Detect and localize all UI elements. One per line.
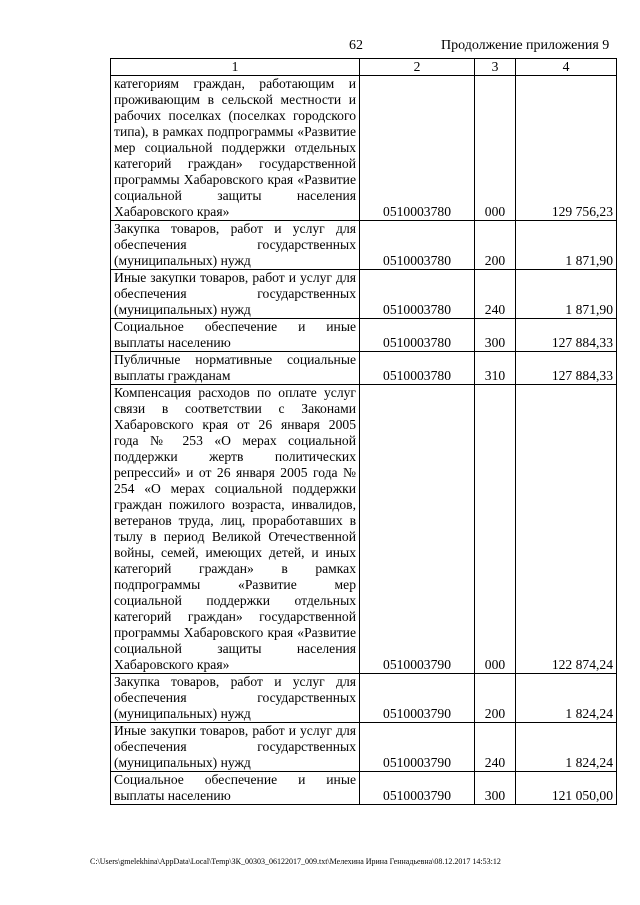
row-amount: 121 050,00	[516, 772, 617, 805]
row-name: Социальное обеспечение и иные выплаты населению	[111, 772, 360, 805]
table-row	[111, 385, 617, 674]
table-row	[111, 221, 617, 270]
table-row	[111, 772, 617, 805]
row-type: 000	[475, 385, 516, 674]
row-code: 0510003780	[360, 319, 475, 352]
row-code: 0510003780	[360, 352, 475, 385]
row-type: 240	[475, 270, 516, 319]
table-row	[111, 723, 617, 772]
row-name: категориям граждан, работающим и проживающим в сельской местности и рабочих поселках (поселках городского типа), в рамках подпрограммы «Развитие мер социальной поддержки отдельных категорий граждан» государственной программы Хабаровского края «Развитие социальной защиты населения Хабаровского края»	[111, 76, 360, 221]
row-type: 300	[475, 772, 516, 805]
row-amount: 1 824,24	[516, 674, 617, 723]
table-row	[111, 674, 617, 723]
table-row	[111, 352, 617, 385]
page-number: 62	[349, 38, 363, 53]
row-code: 0510003790	[360, 385, 475, 674]
column-header: 4	[516, 59, 617, 76]
table-row	[111, 76, 617, 221]
budget-table	[110, 58, 617, 805]
row-amount: 1 824,24	[516, 723, 617, 772]
row-type: 310	[475, 352, 516, 385]
row-code: 0510003790	[360, 674, 475, 723]
row-amount: 1 871,90	[516, 221, 617, 270]
row-code: 0510003780	[360, 270, 475, 319]
row-type: 200	[475, 221, 516, 270]
row-type: 240	[475, 723, 516, 772]
row-amount: 127 884,33	[516, 319, 617, 352]
row-name: Закупка товаров, работ и услуг для обеспечения государственных (муниципальных) нужд	[111, 221, 360, 270]
row-name: Иные закупки товаров, работ и услуг для обеспечения государственных (муниципальных) нужд	[111, 270, 360, 319]
row-code: 0510003780	[360, 221, 475, 270]
row-type: 000	[475, 76, 516, 221]
row-amount: 129 756,23	[516, 76, 617, 221]
row-code: 0510003790	[360, 772, 475, 805]
table-header-row	[111, 59, 617, 76]
column-header: 1	[111, 59, 360, 76]
row-amount: 122 874,24	[516, 385, 617, 674]
row-code: 0510003780	[360, 76, 475, 221]
row-type: 200	[475, 674, 516, 723]
appendix-title: Продолжение приложения 9	[441, 38, 610, 53]
row-amount: 127 884,33	[516, 352, 617, 385]
row-name: Публичные нормативные социальные выплаты гражданам	[111, 352, 360, 385]
file-path-footer: C:\Users\gmelekhina\AppData\Local\Temp\ЗК_00303_06122017_009.txt\Мелехина Ирина Геннадьевна\08.12.2017 14:53:12	[90, 857, 501, 866]
row-type: 300	[475, 319, 516, 352]
row-name: Закупка товаров, работ и услуг для обеспечения государственных (муниципальных) нужд	[111, 674, 360, 723]
row-name: Иные закупки товаров, работ и услуг для обеспечения государственных (муниципальных) нужд	[111, 723, 360, 772]
row-code: 0510003790	[360, 723, 475, 772]
row-name: Социальное обеспечение и иные выплаты населению	[111, 319, 360, 352]
column-header: 3	[475, 59, 516, 76]
row-name: Компенсация расходов по оплате услуг связи в соответствии с Законами Хабаровского края от 26 января 2005 года № 253 «О мерах социальной поддержки жертв политических репрессий» и от 26 января 2005 года № 254 «О мерах социальной поддержки граждан пожилого возраста, инвалидов, ветеранов труда, лиц, проработавших в тылу в период Великой Отечественной войны, семей, имеющих детей, и иных категорий граждан» в рамках подпрограммы «Развитие мер социальной поддержки отдельных категорий граждан» государственной программы Хабаровского края «Развитие социальной защиты населения Хабаровского края»	[111, 385, 360, 674]
table-row	[111, 319, 617, 352]
row-amount: 1 871,90	[516, 270, 617, 319]
table-row	[111, 270, 617, 319]
column-header: 2	[360, 59, 475, 76]
